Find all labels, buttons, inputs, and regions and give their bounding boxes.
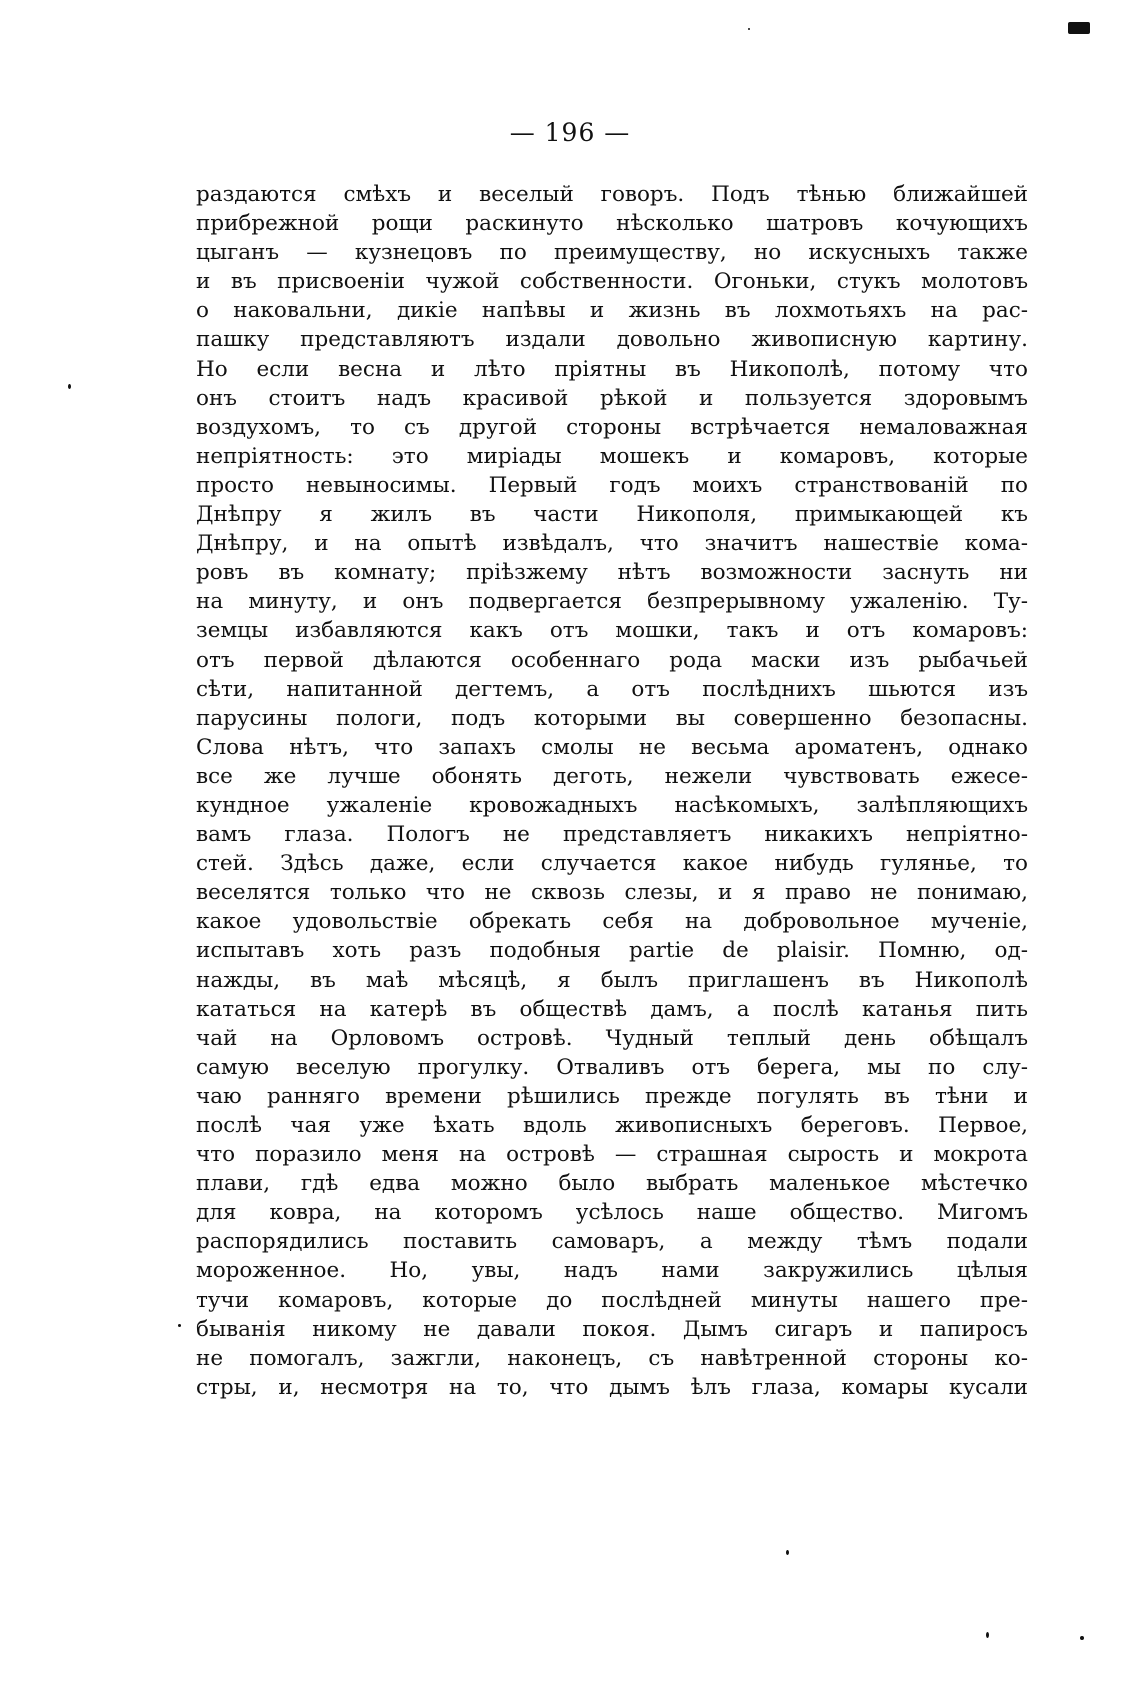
text-line: отъ первой дѣлаются особеннаго рода маски изъ рыбачьей [196, 647, 1028, 673]
body-text [196, 180, 1028, 1402]
text-line: Днѣпру я жилъ въ части Никополя, примыкающей къ [196, 502, 1028, 528]
text-line: мороженное. Но, увы, надъ нами закружились цѣлыя [196, 1258, 1028, 1284]
text-line: стей. Здѣсь даже, если случается какое нибудь гулянье, то [196, 851, 1028, 877]
text-line: прибрежной рощи раскинуто нѣсколько шатровъ кочующихъ [196, 211, 1028, 237]
text-line: раздаются смѣхъ и веселый говоръ. Подъ тѣнью ближайшей [196, 182, 1028, 207]
scan-speck [748, 28, 750, 30]
text-line: и въ присвоеніи чужой собственности. Огоньки, стукъ молотовъ [196, 269, 1028, 295]
text-line: испытавъ хоть разъ подобныя partie de plaisir. Помню, од- [196, 938, 1028, 964]
scan-speck [178, 1324, 181, 1327]
text-line: какое удовольствіе обрекать себя на добровольное мученіе, [196, 909, 1028, 935]
text-line: пашку представляютъ издали довольно живописную картину. [196, 327, 1028, 353]
text-line: на минуту, и онъ подвергается безпрерывному ужаленію. Ту- [196, 589, 1028, 615]
text-line: парусины пологи, подъ которыми вы совершенно безопасны. [196, 705, 1028, 731]
text-line: чаю ранняго времени рѣшились прежде погулять въ тѣни и [196, 1083, 1028, 1109]
text-line: чай на Орловомъ островѣ. Чудный теплый день обѣщалъ [196, 1025, 1028, 1051]
text-line: воздухомъ, то съ другой стороны встрѣчается немаловажная [196, 414, 1028, 440]
text-line: сѣти, напитанной дегтемъ, а отъ послѣднихъ шьются изъ [196, 676, 1028, 702]
text-line: послѣ чая уже ѣхать вдоль живописныхъ береговъ. Первое, [196, 1113, 1028, 1138]
text-line: все же лучше обонять деготь, нежели чувствовать ежесе- [196, 763, 1028, 789]
text-line: не помогалъ, зажгли, наконецъ, съ навѣтренной стороны ко- [196, 1345, 1028, 1371]
text-line: о наковальни, дикіе напѣвы и жизнь въ лохмотьяхъ на рас- [196, 298, 1028, 324]
text-line: онъ стоитъ надъ красивой рѣкой и пользуется здоровымъ [196, 385, 1028, 411]
text-line: что поразило меня на островѣ — страшная сырость и мокрота [196, 1142, 1028, 1168]
scan-speck [786, 1550, 789, 1555]
text-line: Днѣпру, и на опытѣ извѣдалъ, что значитъ нашествіе кома- [196, 531, 1028, 557]
text-line: нажды, въ маѣ мѣсяцѣ, я былъ приглашенъ въ Никополѣ [196, 967, 1028, 993]
text-line: просто невыносимы. Первый годъ моихъ странствованій по [196, 472, 1028, 498]
text-line: кундное ужаленіе кровожадныхъ насѣкомыхъ, залѣпляющихъ [196, 792, 1028, 818]
text-line: ровъ въ комнату; пріѣзжему нѣтъ возможности заснуть ни [196, 560, 1028, 586]
text-line: кататься на катерѣ въ обществѣ дамъ, а послѣ катанья пить [196, 996, 1028, 1022]
text-line: цыганъ — кузнецовъ по преимуществу, но искусныхъ также [196, 240, 1028, 266]
text-line: быванія никому не давали покоя. Дымъ сигаръ и папиросъ [196, 1316, 1028, 1342]
scan-speck [68, 384, 71, 389]
scan-speck [986, 1632, 989, 1638]
text-line: самую веселую прогулку. Отваливъ отъ берега, мы по слу- [196, 1054, 1028, 1080]
text-line: плави, гдѣ едва можно было выбрать маленькое мѣстечко [196, 1171, 1028, 1197]
text-line: Но если весна и лѣто пріятны въ Никополѣ, потому что [196, 356, 1028, 382]
text-line: веселятся только что не сквозь слезы, и я право не понимаю, [196, 880, 1028, 906]
text-line: вамъ глаза. Пологъ не представляетъ никакихъ непріятно- [196, 822, 1028, 848]
scan-speck [1080, 1636, 1084, 1640]
scan-artifact [1068, 22, 1090, 34]
text-line: распорядились поставить самоваръ, а между тѣмъ подали [196, 1229, 1028, 1255]
text-line: тучи комаровъ, которые до послѣдней минуты нашего пре- [196, 1287, 1028, 1313]
text-line: стры, и, несмотря на то, что дымъ ѣлъ глаза, комары кусали [196, 1374, 1028, 1400]
page-number: — 196 — [509, 118, 631, 147]
text-line: для ковра, на которомъ усѣлось наше общество. Мигомъ [196, 1200, 1028, 1226]
text-line: земцы избавляются какъ отъ мошки, такъ и отъ комаровъ: [196, 618, 1028, 644]
text-line: непріятность: это миріады мошекъ и комаровъ, которые [196, 443, 1028, 469]
text-line: Слова нѣтъ, что запахъ смолы не весьма ароматенъ, однако [196, 734, 1028, 760]
